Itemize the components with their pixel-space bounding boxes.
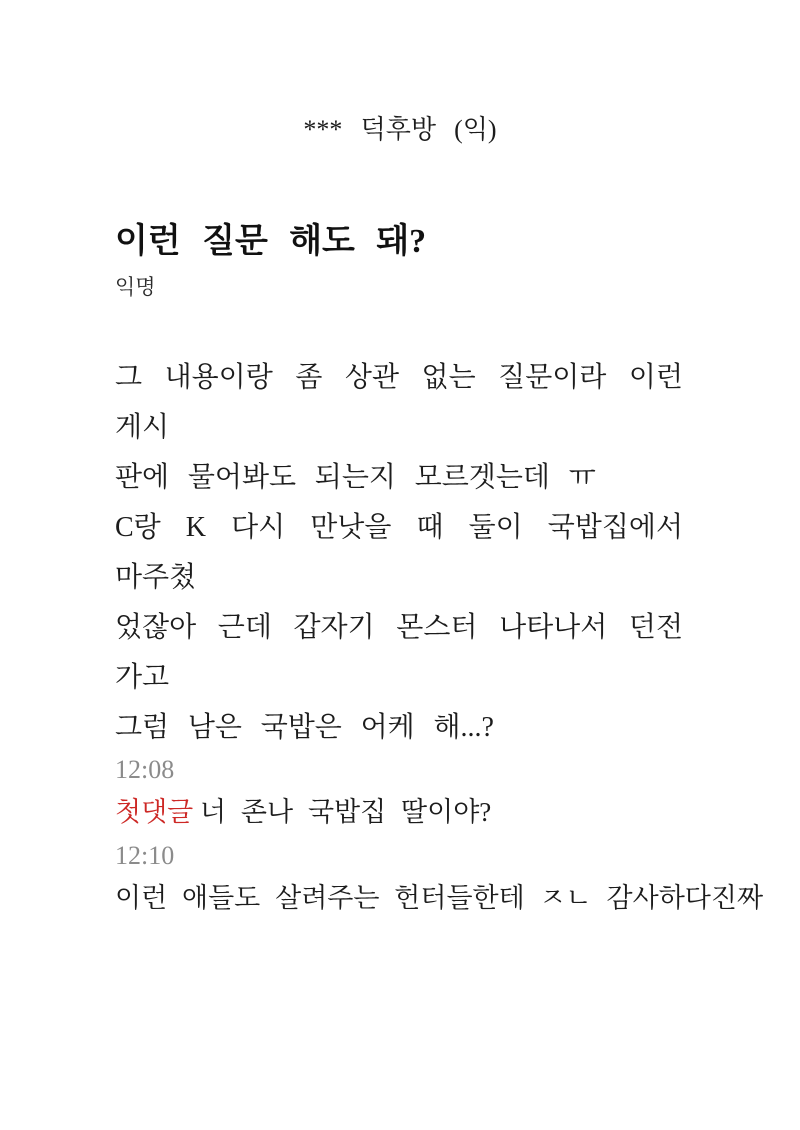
- comment-timestamp: 12:08: [115, 755, 175, 784]
- post-title: 이런 질문 해도 돼?: [115, 223, 427, 260]
- comment-timestamp: 12:10: [115, 841, 175, 870]
- board-header: *** 덕후방 (익): [303, 115, 497, 144]
- post-body-line: 그 내용이랑 좀 상관 없는 질문이라 이런 게시: [115, 362, 683, 443]
- comment-body: 이런 애들도 살려주는 헌터들한테 ㅈㄴ 감사하다진짜: [115, 883, 764, 913]
- post-body-line: C랑 K 다시 만낫을 때 둘이 국밥집에서 마주쳤: [115, 512, 683, 593]
- post-body-line: 었잖아 근데 갑자기 몬스터 나타나서 던전 가고: [115, 612, 683, 693]
- post-body: [115, 353, 683, 753]
- first-comment-badge: 첫댓글: [115, 797, 194, 827]
- post-body-line: 그럼 남은 국밥은 어케 해...?: [115, 712, 494, 743]
- post-body-line: 판에 물어봐도 되는지 모르겟는데 ㅠ: [115, 462, 596, 493]
- comment-body: 너 존나 국밥집 딸이야?: [200, 797, 492, 827]
- comment-text: [115, 791, 683, 834]
- comment-text: [115, 877, 764, 920]
- post-author: 익명: [115, 275, 156, 299]
- comments-section: [115, 748, 764, 920]
